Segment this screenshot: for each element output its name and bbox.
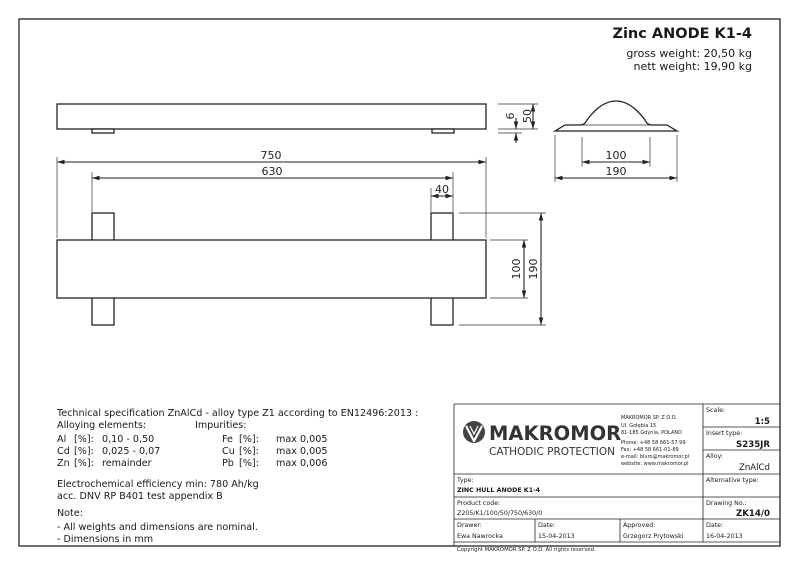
side-view-body [57, 104, 486, 129]
nett-weight: nett weight: 19,90 kg [633, 60, 752, 73]
product-code-value: Z205/K1/100/50/750/630/0 [457, 510, 543, 517]
dim-label-overall-length: 750 [260, 149, 282, 162]
side-view-foot-right [432, 129, 454, 133]
alloy-value: 0,025 - 0,07 [102, 446, 161, 457]
company-subtitle: CATHODIC PROTECTION [489, 446, 616, 458]
drawing-no-value: ZK14/0 [736, 509, 770, 519]
dim-label-strap-spacing: 630 [261, 165, 283, 178]
date-label: Date: [706, 522, 724, 529]
impurity-unit: [%]: [239, 434, 259, 445]
dim-label-total-width: 190 [527, 258, 540, 280]
alloy-element: Cd [57, 446, 70, 457]
title-block [454, 404, 780, 553]
side-view [57, 104, 538, 143]
product-code-label: Product code: [457, 500, 501, 507]
test-reference: acc. DNV RP B401 test appendix B [57, 491, 223, 502]
impurity-value: max 0,005 [276, 446, 328, 457]
impurity-unit: [%]: [239, 458, 259, 469]
alt-type-label: Alternative type: [706, 477, 759, 484]
technical-specification [56, 408, 418, 545]
impurity-value: max 0,006 [276, 458, 328, 469]
alloy-unit: [%]: [74, 434, 94, 445]
note-item: - All weights and dimensions are nominal. [57, 522, 258, 533]
drawer-value: Ewa Nawrocka [457, 533, 503, 540]
drawing-title: Zinc ANODE K1-4 [612, 26, 752, 42]
approved-label: Approved: [623, 522, 656, 529]
dim-label-side-height: 50 [521, 109, 534, 123]
impurities-heading: Impurities: [195, 420, 247, 431]
dim-label-strap-width: 40 [435, 183, 449, 196]
note-heading: Note: [57, 508, 83, 519]
plan-view-body [57, 240, 486, 298]
type-label: Type: [457, 477, 474, 484]
makromor-logo-icon [463, 421, 485, 443]
approved-date-value: 16-04-2013 [706, 533, 743, 540]
drawing-no-label: Drawing No.: [706, 500, 747, 507]
spec-title: Technical specification ZnAlCd - alloy type Z1 according to EN12496:2013 : [57, 408, 419, 419]
end-view-profile [555, 101, 677, 131]
dim-label-thickness: 6 [504, 112, 517, 120]
dim-label-body-width: 100 [510, 258, 523, 280]
copyright: Copyright MAKROMOR SP. Z O.O. All rights reserved. [457, 547, 596, 553]
address-line: 81-185 Gdynia, POLAND [621, 430, 682, 436]
insert-type-label: Insert type: [706, 430, 743, 437]
scale-value: 1:5 [754, 417, 770, 427]
dim-label-end-total: 190 [605, 165, 627, 178]
alloy-value: ZnAlCd [738, 463, 770, 473]
alloy-value: remainder [102, 458, 152, 469]
address-line: website: www.makromor.pl [621, 461, 689, 467]
alloy-element: Zn [57, 458, 70, 469]
alloy-label: Alloy: [706, 453, 724, 460]
impurity-element: Cu [222, 446, 235, 457]
efficiency-text: Electrochemical efficiency min: 780 Ah/kg [57, 479, 259, 490]
address-line: Ul. Gołębia 15 [621, 423, 657, 429]
plan-dimensions [57, 149, 486, 238]
impurity-element: Pb [222, 458, 234, 469]
alloy-unit: [%]: [74, 458, 94, 469]
company-name: MAKROMOR [489, 422, 622, 445]
drawn-date-value: 15-04-2013 [538, 533, 575, 540]
address-line: MAKROMOR SP. Z O.O. [621, 415, 677, 421]
plan-view [57, 213, 546, 325]
scale-label: Scale: [706, 407, 726, 414]
insert-type-value: S235JR [736, 440, 770, 450]
alloy-element: Al [57, 434, 67, 445]
address-line: Fax: +48 58 661-01-89 [621, 447, 679, 453]
type-value: ZINC HULL ANODE K1-4 [457, 487, 541, 494]
alloying-heading: Alloying elements: [57, 420, 147, 431]
impurity-element: Fe [222, 434, 233, 445]
drawer-label: Drawer: [457, 522, 482, 529]
gross-weight: gross weight: 20,50 kg [626, 47, 752, 60]
alloy-value: 0,10 - 0,50 [102, 434, 155, 445]
address-line: e-mail: biuro@makromor.pl [621, 454, 690, 460]
side-view-foot-left [92, 129, 114, 133]
end-view [555, 101, 677, 182]
impurity-value: max 0,005 [276, 434, 328, 445]
impurity-unit: [%]: [239, 446, 259, 457]
approved-value: Grzegorz Prytowski [623, 533, 684, 540]
address-line: Phone: +48 58 661-57 99 [621, 440, 686, 446]
dim-label-end-inner: 100 [605, 149, 627, 162]
note-item: - Dimensions in mm [57, 534, 154, 545]
date-label: Date: [538, 522, 556, 529]
alloy-unit: [%]: [74, 446, 94, 457]
